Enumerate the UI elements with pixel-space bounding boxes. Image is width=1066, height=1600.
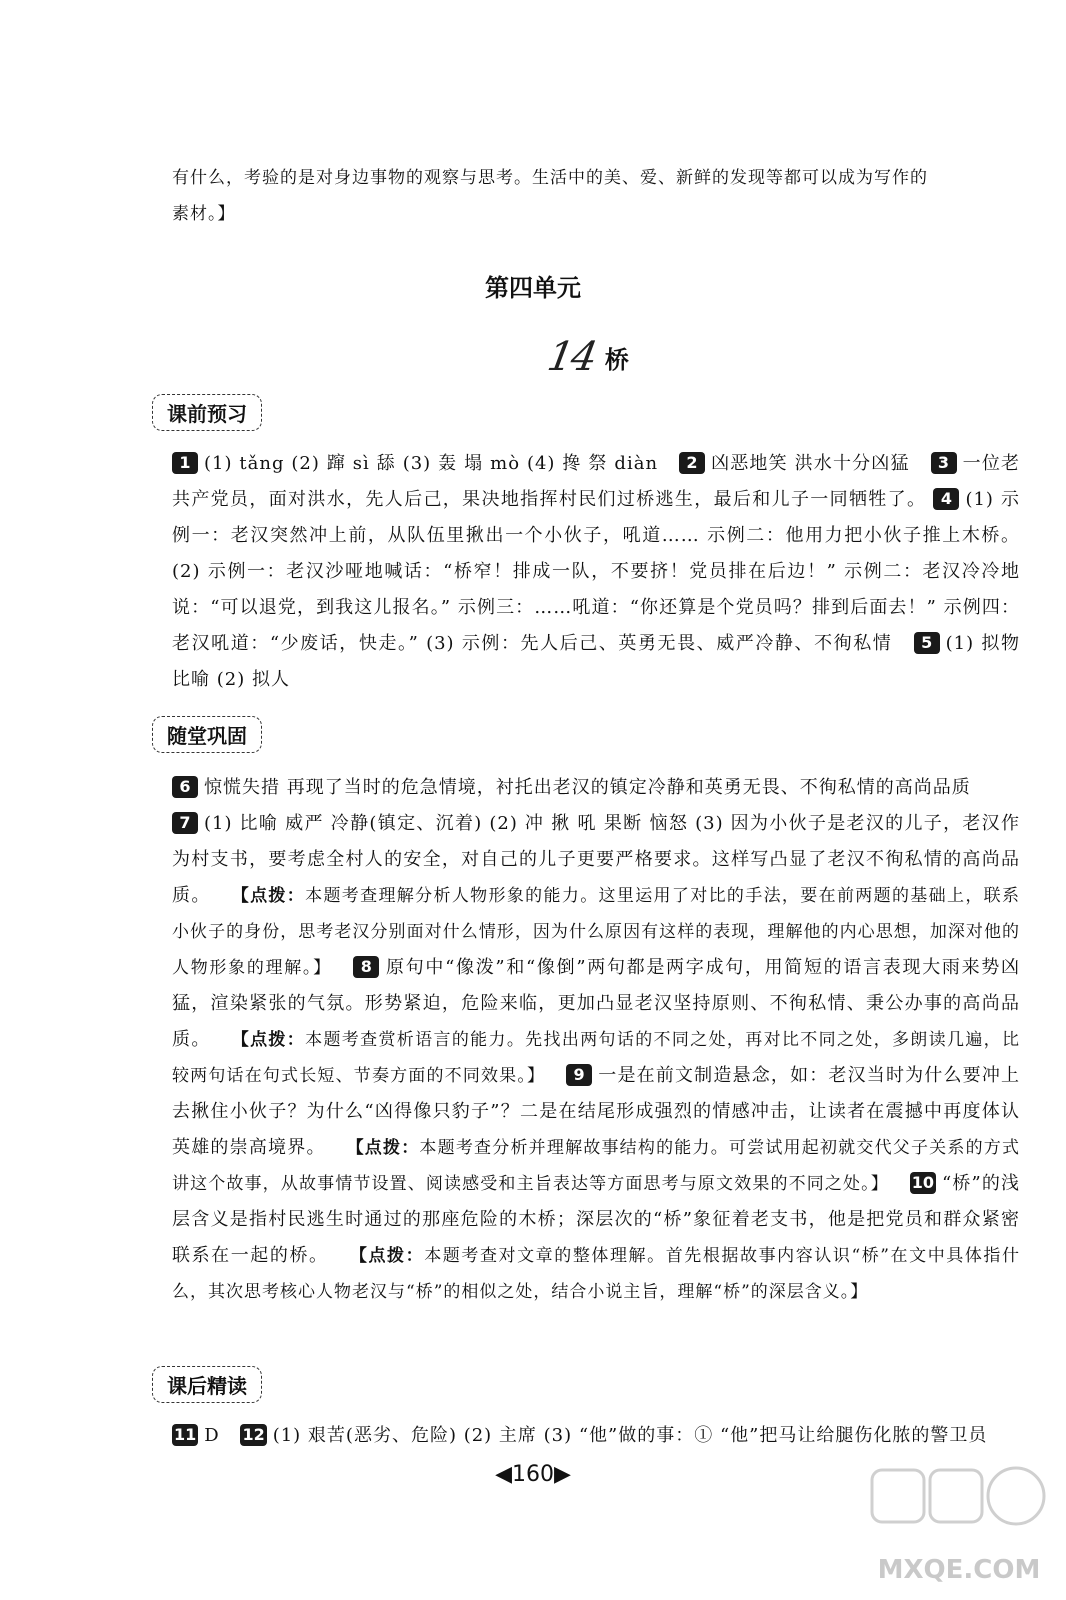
watermark-domain: MXQE.COM — [877, 1555, 1041, 1585]
watermark-logo — [864, 1460, 1054, 1592]
answer-q5: (1) 拟物 比喻 (2) 拟人 — [172, 633, 1020, 690]
answer-q10: “桥”的浅层含义是指村民逃生时通过的那座危险的木桥；深层次的“桥”象征着老支书，他是把党员和群众紧密联系在一起的桥。 — [172, 1173, 1020, 1266]
answer-q9: 一是在前文制造悬念，如：老汉当时为什么要冲上去揪住小伙子？为什么“凶得像只豹子”？二是在结尾形成强烈的情感冲击，让读者在震撼中再度体认英雄的崇高境界。 — [172, 1065, 1021, 1158]
answer-q3: 一位老共产党员，面对洪水，先人后己，果决地指挥村民们过桥逃生，最后和儿子一同牺牲了。 — [172, 453, 1020, 510]
answer-q8: 原句中“像泼”和“像倒”两句都是两字成句，用简短的语言表现大雨来势凶猛，渲染紧张的气氛。形势紧迫，危险来临，更加凸显老汉坚持原则、不徇私情、秉公办事的高尚品质。 — [172, 957, 1021, 1050]
section-tag-preview: 课前预习 — [152, 394, 262, 431]
hint-label: 【点拨： — [346, 1138, 420, 1158]
answer-q1: (1) tǎng (2) 蹿 sì 舔 (3) 轰 塌 mò (4) 搀 祭 diàn — [204, 453, 659, 474]
question-number-badge: 2 — [679, 452, 705, 474]
hint-label: 【点拨： — [349, 1246, 425, 1266]
question-number-badge: 12 — [242, 1425, 265, 1444]
hint-label: 【点拨： — [231, 1030, 306, 1050]
question-number-badge: 4 — [933, 488, 959, 510]
intro-line-2: 素材。】 — [172, 204, 236, 224]
watermark-icon — [864, 1460, 1054, 1592]
reading-answers — [172, 1418, 1020, 1454]
question-number-badge: 5 — [914, 632, 940, 654]
consolidate-answers — [172, 770, 1020, 1310]
hint-q8: 本题考查赏析语言的能力。先找出两句话的不同之处，再对比不同之处，多朗读几遍，比较两句话在句式长短、节奏方面的不同效果。】 — [172, 1030, 1020, 1086]
intro-line-1: 有什么，考验的是对身边事物的观察与思考。生活中的美、爱、新鲜的发现等都可以成为写作的 — [172, 168, 928, 188]
hint-q10: 本题考查对文章的整体理解。首先根据故事内容认识“桥”在文中具体指什么，其次思考核心人物老汉与“桥”的相似之处，结合小说主旨，理解“桥”的深层含义。】 — [172, 1246, 1020, 1302]
question-number-badge: 1 — [172, 452, 198, 474]
hint-q9: 本题考查分析并理解故事结构的能力。可尝试用起初就交代父子关系的方式讲这个故事，从故事情节设置、阅读感受和主旨表达等方面思考与原文效果的不同之处。】 — [172, 1138, 1021, 1194]
answer-q2: 凶恶地笑 洪水十分凶猛 — [710, 453, 910, 474]
question-number-badge: 8 — [353, 956, 379, 978]
section-tag-consolidate: 随堂巩固 — [152, 716, 262, 753]
question-number-badge: 6 — [172, 776, 198, 798]
question-number-badge: 9 — [566, 1064, 592, 1086]
question-number-badge: 10 — [911, 1173, 935, 1192]
question-number-badge: 3 — [931, 452, 957, 474]
lesson-name: 桥 — [604, 345, 629, 374]
section-tag-reading: 课后精读 — [152, 1366, 262, 1403]
lesson-number: 14 — [543, 334, 599, 380]
lesson-title — [543, 332, 629, 382]
question-number-badge: 11 — [174, 1425, 197, 1444]
intro-paragraph — [172, 160, 1020, 232]
unit-title: 第四单元 — [485, 274, 581, 302]
answer-q12: (1) 艰苦(恶劣、危险) (2) 主席 (3) “他”做的事：① “他”把马让给腿伤化脓的警卫员 — [272, 1425, 988, 1446]
answer-q4: (1) 示例一：老汉突然冲上前，从队伍里揪出一个小伙子，吼道…… 示例二：他用力把小伙子推上木桥。 (2) 示例一：老汉沙哑地喊话：“桥窄！排成一队，不要挤！党员排在后边！” 示例二：老汉冷冷地说：“可以退党，到我这儿报名。” 示例三：……吼道：“你还算是个党员吗？排到后面去！” 示例四：老汉吼道：“少废话，快走。” (3) 示例：先人后己、英勇无畏、威严冷静、不徇私情 — [172, 489, 1020, 654]
hint-label: 【点拨： — [231, 886, 306, 906]
answer-q6: 惊慌失措 再现了当时的危急情境，衬托出老汉的镇定冷静和英勇无畏、不徇私情的高尚品质 — [204, 777, 971, 798]
hint-q7: 本题考查理解分析人物形象的能力。这里运用了对比的手法，要在前两题的基础上，联系小伙子的身份，思考老汉分别面对什么情形，因为什么原因有这样的表现，理解他的内心思想，加深对他的人物形象的理解。】 — [172, 886, 1020, 978]
page-number: ◀160▶ — [495, 1462, 571, 1487]
question-number-badge: 7 — [172, 812, 198, 834]
answer-q7: (1) 比喻 威严 冷静(镇定、沉着) (2) 冲 揪 吼 果断 恼怒 (3) 因为小伙子是老汉的儿子，老汉作为村支书，要考虑全村人的安全，对自己的儿子更要严格要求。这样写凸显了老汉不徇私情的高尚品质。 — [172, 813, 1020, 906]
preview-answers — [172, 446, 1020, 698]
answer-q11: D — [204, 1425, 220, 1446]
